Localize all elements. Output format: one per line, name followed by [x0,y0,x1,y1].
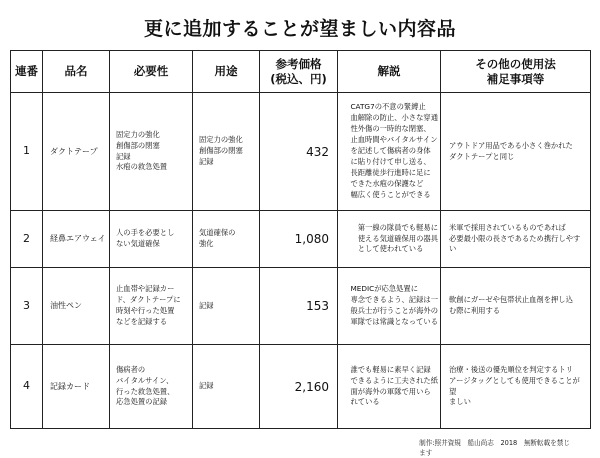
item-explain-cell [338,211,441,268]
item-need: 傷病者の バイタルサイン、 行った救急処置、 応急処置の記録 [110,345,193,429]
header-no: 連番 [11,51,43,93]
row-number: 4 [11,345,43,429]
item-explain-cell [338,93,441,211]
item-other: 軟創にガーゼや包帯状止血剤を押し込 む際に利用する [441,268,591,345]
item-price: 2,160 [260,345,338,429]
row-number: 1 [11,93,43,211]
item-need: 固定力の強化 創傷部の閉塞 記録 水疱の救急処置 [110,93,193,211]
item-name: 記録カード [43,345,110,429]
item-explain-cell [338,345,441,429]
item-explain: 誰でも軽易に素早く記録 できるように工夫された紙 面が海外の軍隊で用いら れている [350,364,438,407]
header-price: 参考価格 (税込、円) [260,51,338,93]
item-use: 記録 [193,268,260,345]
item-need: 人の手を必要とし ない気道確保 [110,211,193,268]
items-table [10,50,591,429]
item-name: 油性ペン [43,268,110,345]
header-name: 品名 [43,51,110,93]
item-explain: CATG7の不意の緊縛止 血解除の防止、小さな穿通 性外傷の一時的な閉塞、 止血時間やバイタルサイン を記述して傷病者の身体 に貼り付けて申し送る、 長距離徒歩行進時に足に できた水疱の保護など 幅広く使うことができる [350,102,438,199]
header-need: 必要性 [110,51,193,93]
item-other: アウトドア用品である小さく巻かれた ダクトテープと同じ [441,93,591,211]
table-row [11,345,591,429]
item-use: 固定力の強化 創傷部の閉塞 記録 [193,93,260,211]
row-number: 3 [11,268,43,345]
item-explain: 第一線の隊員でも軽易に 使える気道確保用の器具 として使われている [357,222,438,254]
table-row [11,268,591,345]
page-title: 更に追加することが望ましい内容品 [143,18,456,40]
item-other: 米軍で採用されているものであれば 必要最小限の長さであるため携行しやす い [441,211,591,268]
item-name: 経鼻エアウェイ [43,211,110,268]
item-other: 治療・後送の優先順位を判定するトリ アージタッグとしても使用できることが望 ましい [441,345,591,429]
item-explain-cell [338,268,441,345]
item-use: 気道確保の 強化 [193,211,260,268]
item-need: 止血帯や記録カー ド、ダクトテープに 時刻や行った処置 などを記録する [110,268,193,345]
item-explain: MEDICが応急処置に 専念できるよう、記録は一 般兵士が行うことが海外の 軍隊では常識となっている [350,284,438,326]
header-row [11,51,591,93]
item-name: ダクトテープ [43,93,110,211]
item-use: 記録 [193,345,260,429]
table-row [11,211,591,268]
header-explain: 解説 [338,51,441,93]
item-price: 153 [260,268,338,345]
item-price: 1,080 [260,211,338,268]
credit-text: 制作:照井資規 船山尚志 2018 無断転載を禁じ ます [419,439,570,457]
row-number: 2 [11,211,43,268]
item-price: 432 [260,93,338,211]
table-row [11,93,591,211]
header-use: 用途 [193,51,260,93]
header-other: その他の使用法 補足事項等 [441,51,591,93]
